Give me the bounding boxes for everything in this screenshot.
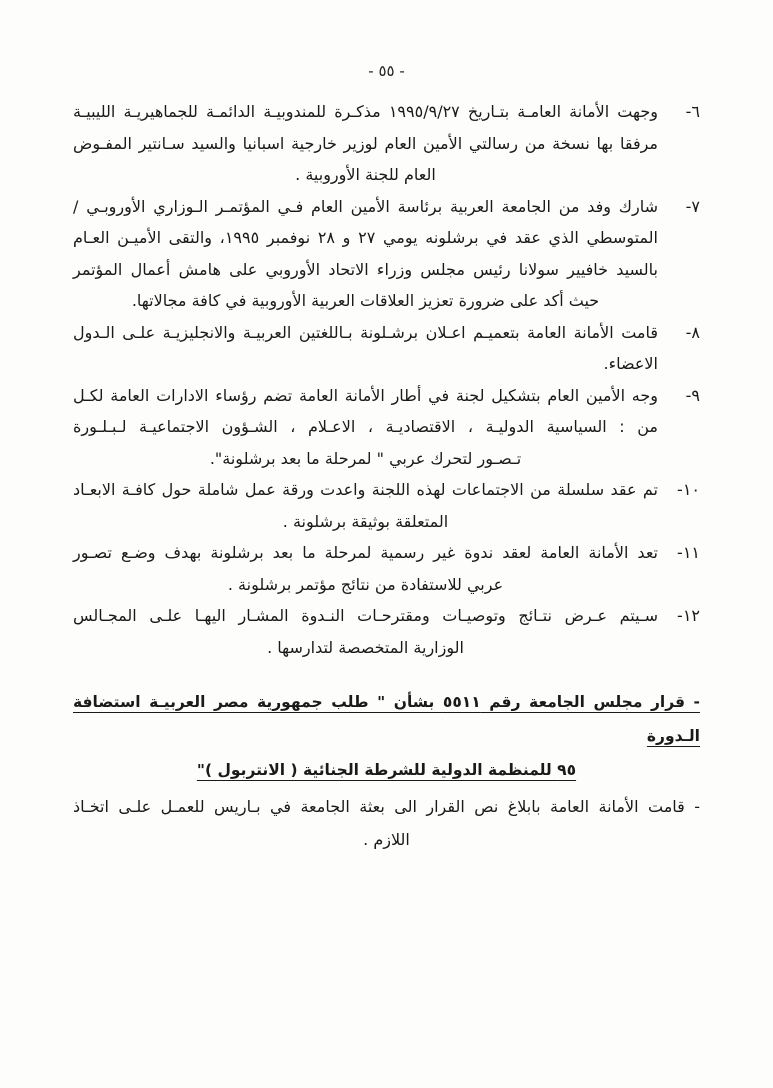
text-line: المتوسطي الذي عقد في برشلونه يومي ٢٧ و ٢٨ نوفمبر ١٩٩٥، والتقى الأميـن العـام xyxy=(73,228,659,247)
text-line: بالسيد خافيير سولانا رئيس مجلس وزراء الاتحاد الأوروبي على هامش أعمال المؤتمر xyxy=(73,259,658,279)
decision-heading-line xyxy=(73,685,700,753)
text-line: وجه الأمين العام بتشكيل لجنة في أطار الأمانة العامة تضم رؤساء الادارات العامة لكـل xyxy=(73,385,658,405)
list-item-10 xyxy=(73,474,700,537)
item-text xyxy=(73,537,658,600)
decision-body xyxy=(73,790,700,856)
text-line: حيث أكد على ضرورة تعزيز العلاقات العربية الأوروبية في كافة مجالاتها. xyxy=(131,291,600,310)
item-number: ٧- xyxy=(685,196,700,216)
text-line: من : السياسية الدوليـة ، الاقتصاديـة ، الاعـلام ، الشـؤون الاجتماعيـة لـبـلـورة xyxy=(73,417,658,436)
list-item-9 xyxy=(73,380,700,475)
text-line: قامت الأمانة العامة بتعميـم اعـلان برشـلونة بـاللغتين العربيـة والانجليزيـة علـى الـدول xyxy=(73,322,658,342)
item-number: ٨- xyxy=(685,322,700,342)
decision-body-line: - قامت الأمانة العامة بابلاغ نص القرار الى بعثة الجامعة في بـاريس للعمـل علـى اتخـاذ xyxy=(73,797,700,816)
decision-heading-line xyxy=(73,753,700,787)
text-line: تم عقد سلسلة من الاجتماعات لهذه اللجنة واعدت ورقة عمل شاملة حول كافـة الابعـاد xyxy=(73,480,658,499)
text-line: تعد الأمانة العامة لعقد ندوة غير رسمية لمرحلة ما بعد برشلونة بهدف وضـع تصـور xyxy=(73,543,658,562)
text-line: وجهت الأمانة العامـة بتـاريخ ١٩٩٥/٩/٢٧ مذكـرة للمندوبيـة الدائمـة للجماهيريـة الليبيـة xyxy=(73,102,658,121)
text-line: تـصـور لتحرك عربي " لمرحلة ما بعد برشلونة". xyxy=(209,448,522,468)
decision-body-line: اللازم . xyxy=(363,830,410,849)
list-item-12 xyxy=(73,600,700,663)
page-number: - ٥٥ - xyxy=(368,62,405,80)
text-line: الاعضاء. xyxy=(603,354,658,373)
item-text xyxy=(73,380,658,475)
item-number: ٩- xyxy=(685,385,700,405)
item-number: ٦- xyxy=(685,102,700,121)
item-number: ١٢- xyxy=(677,606,700,625)
item-text xyxy=(73,317,658,380)
document-content xyxy=(73,96,700,856)
text-line: العام للجنة الأوروبية . xyxy=(295,165,436,184)
text-line: شارك وفد من الجامعة العربية برئاسة الأمين العام فـي المؤتمـر الـوزاري الأوروبـي / xyxy=(73,196,658,216)
text-line: الوزارية المتخصصة لتدارسها . xyxy=(267,637,464,657)
decision-heading xyxy=(73,685,700,787)
text-line: عربي للاستفادة من نتائج مؤتمر برشلونة . xyxy=(227,574,504,594)
item-number: ١١- xyxy=(677,543,700,562)
underlined-text: ٩٥ للمنظمة الدولية للشرطة الجنائية ( الانتربول )" xyxy=(196,761,577,779)
item-number: ١٠- xyxy=(677,480,700,499)
text-line: سـيتم عـرض نتـائج وتوصيـات ومقترحـات النـدوة المشـار اليهـا علـى المجـالس xyxy=(73,606,658,625)
underlined-text: - قرار مجلس الجامعة رقم ٥٥١١ بشأن " طلب جمهورية مصر العربيـة استضافة الـدورة xyxy=(73,693,700,745)
list-item-8 xyxy=(73,317,700,380)
item-text xyxy=(73,600,658,663)
list-item-6 xyxy=(73,96,700,191)
item-text xyxy=(73,96,658,191)
text-line: مرفقا بها نسخة من رسالتي الأمين العام لوزير خارجية اسبانيا والسيد سـانتير المفـوض xyxy=(73,133,658,153)
item-text xyxy=(73,474,658,537)
list-item-7 xyxy=(73,191,700,317)
text-line: المتعلقة بوثيقة برشلونة . xyxy=(282,511,449,531)
item-text xyxy=(73,191,658,317)
list-item-11 xyxy=(73,537,700,600)
